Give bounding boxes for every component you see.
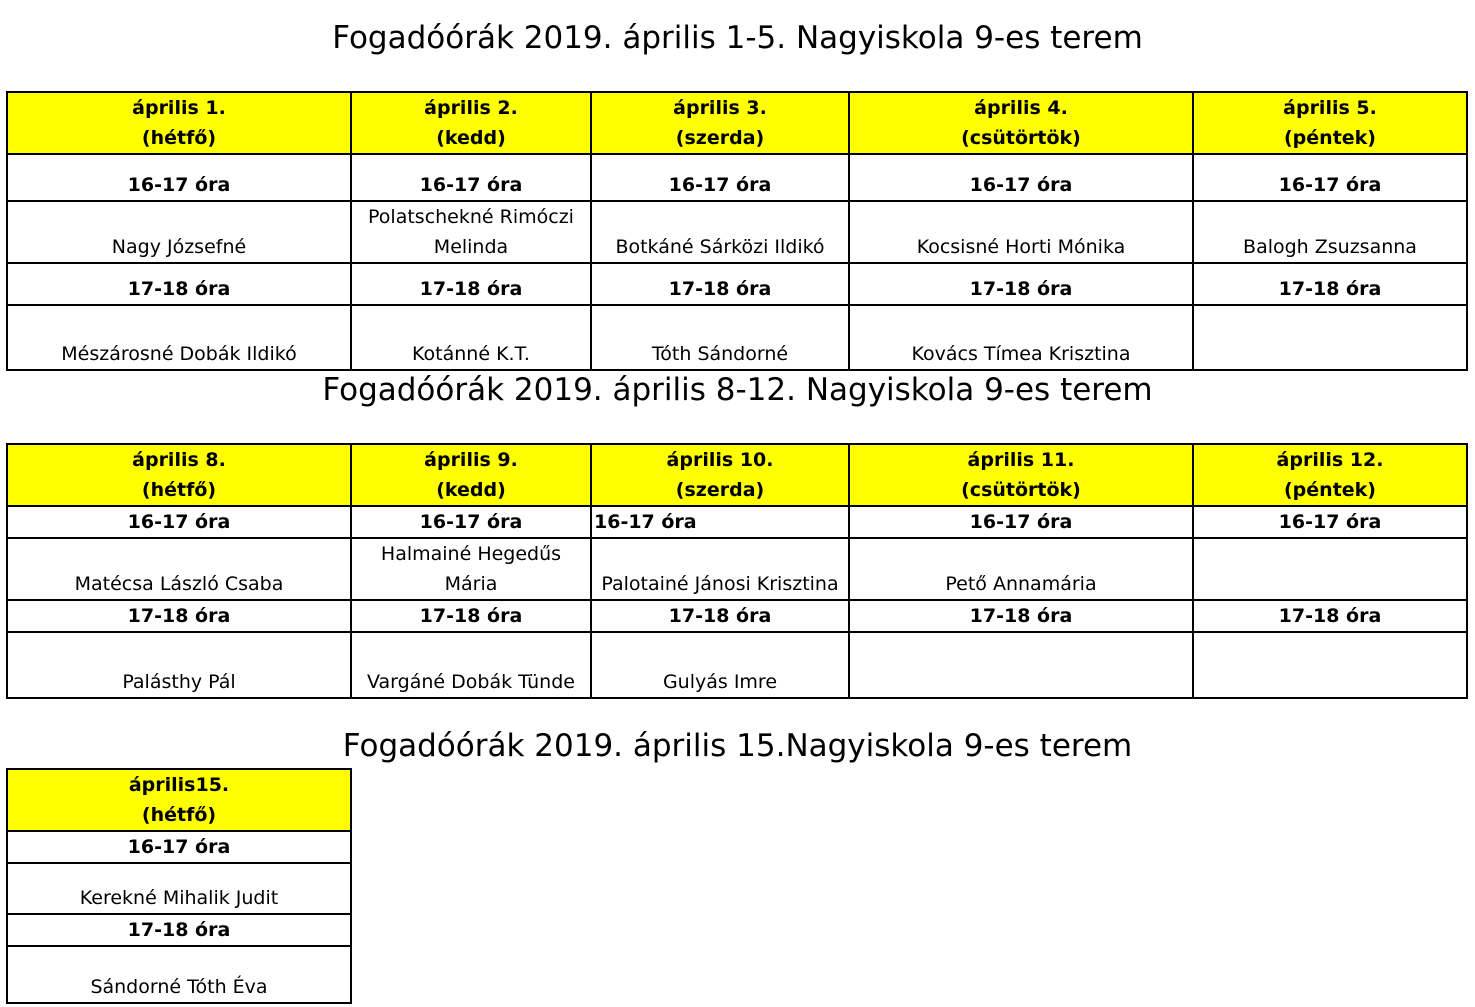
day-header (849, 444, 1193, 506)
slot1-teacher: Matécsa László Csaba (7, 538, 351, 600)
slot1-teacher: Nagy Józsefné (7, 201, 351, 263)
day-weekday: (szerda) (675, 127, 765, 149)
slot2-teacher: Kotánné K.T. (351, 305, 591, 370)
slot2-time: 17-18 óra (591, 600, 849, 632)
day-header (591, 444, 849, 506)
day-header (7, 444, 351, 506)
slot1-teacher: Polatschekné Rimóczi Melinda (351, 201, 591, 263)
slot2-teacher: Sándorné Tóth Éva (7, 946, 351, 1003)
slot2-teacher: Gulyás Imre (591, 632, 849, 698)
day-header (591, 92, 849, 154)
day-date: április 2. (424, 97, 518, 119)
day-date: április15. (128, 774, 230, 796)
day-date: április 12. (1276, 449, 1384, 471)
slot2-time: 17-18 óra (591, 263, 849, 305)
day-header (849, 92, 1193, 154)
day-weekday: (hétfő) (141, 804, 217, 826)
week2-title: Fogadóórák 2019. április 8-12. Nagyiskola 9-es terem (322, 372, 1153, 408)
slot1-time: 16-17 óra (849, 506, 1193, 538)
slot2-time: 17-18 óra (1193, 263, 1467, 305)
slot1-teacher (1193, 538, 1467, 600)
day-date: április 5. (1283, 97, 1377, 119)
slot1-teacher: Palotainé Jánosi Krisztina (591, 538, 849, 600)
slot1-teacher: Botkáné Sárközi Ildikó (591, 201, 849, 263)
day-date: április 8. (132, 449, 226, 471)
slot1-time: 16-17 óra (1193, 506, 1467, 538)
week1-schedule-table (6, 91, 1468, 371)
slot1-teacher: Kocsisné Horti Mónika (849, 201, 1193, 263)
day-header (351, 92, 591, 154)
day-weekday: (csütörtök) (961, 479, 1081, 501)
slot1-time: 16-17 óra (7, 154, 351, 201)
slot2-teacher: Palásthy Pál (7, 632, 351, 698)
slot2-time: 17-18 óra (849, 263, 1193, 305)
day-header (1193, 444, 1467, 506)
day-date: április 1. (132, 97, 226, 119)
slot1-time: 16-17 óra (7, 831, 351, 863)
day-date: április 11. (967, 449, 1075, 471)
slot2-time: 17-18 óra (7, 600, 351, 632)
slot2-teacher (1193, 632, 1467, 698)
slot2-time: 17-18 óra (1193, 600, 1467, 632)
day-weekday: (hétfő) (141, 127, 217, 149)
slot2-teacher: Kovács Tímea Krisztina (849, 305, 1193, 370)
day-weekday: (péntek) (1284, 127, 1376, 149)
day-date: április 10. (666, 449, 774, 471)
slot2-time: 17-18 óra (849, 600, 1193, 632)
day-weekday: (kedd) (436, 127, 506, 149)
slot1-time: 16-17 óra (351, 154, 591, 201)
slot2-teacher: Vargáné Dobák Tünde (351, 632, 591, 698)
week3-schedule-table (6, 768, 352, 1004)
slot1-time: 16-17 óra (351, 506, 591, 538)
day-weekday: (szerda) (675, 479, 765, 501)
slot2-teacher: Tóth Sándorné (591, 305, 849, 370)
day-weekday: (kedd) (436, 479, 506, 501)
day-header (1193, 92, 1467, 154)
week3-title: Fogadóórák 2019. április 15.Nagyiskola 9-es terem (342, 728, 1133, 764)
day-date: április 9. (424, 449, 518, 471)
slot2-teacher: Mészárosné Dobák Ildikó (7, 305, 351, 370)
slot1-teacher: Kerekné Mihalik Judit (7, 863, 351, 914)
day-date: április 3. (673, 97, 767, 119)
slot1-time: 16-17 óra (1193, 154, 1467, 201)
day-date: április 4. (974, 97, 1068, 119)
slot1-time: 16-17 óra (849, 154, 1193, 201)
day-weekday: (hétfő) (141, 479, 217, 501)
slot2-time: 17-18 óra (351, 263, 591, 305)
week2-schedule-table (6, 443, 1468, 699)
slot1-teacher: Pető Annamária (849, 538, 1193, 600)
slot1-teacher: Balogh Zsuzsanna (1193, 201, 1467, 263)
slot1-time: 16-17 óra (591, 154, 849, 201)
slot2-time: 17-18 óra (7, 914, 351, 946)
slot2-time: 17-18 óra (351, 600, 591, 632)
day-header (351, 444, 591, 506)
slot1-teacher: Halmainé Hegedűs Mária (351, 538, 591, 600)
day-header (7, 92, 351, 154)
week1-title: Fogadóórák 2019. április 1-5. Nagyiskola 9-es terem (332, 20, 1143, 56)
slot2-teacher (1193, 305, 1467, 370)
slot1-time: 16-17 óra (591, 506, 849, 538)
slot2-time: 17-18 óra (7, 263, 351, 305)
day-header (7, 769, 351, 831)
slot2-teacher (849, 632, 1193, 698)
day-weekday: (péntek) (1284, 479, 1376, 501)
slot1-time: 16-17 óra (7, 506, 351, 538)
day-weekday: (csütörtök) (961, 127, 1081, 149)
